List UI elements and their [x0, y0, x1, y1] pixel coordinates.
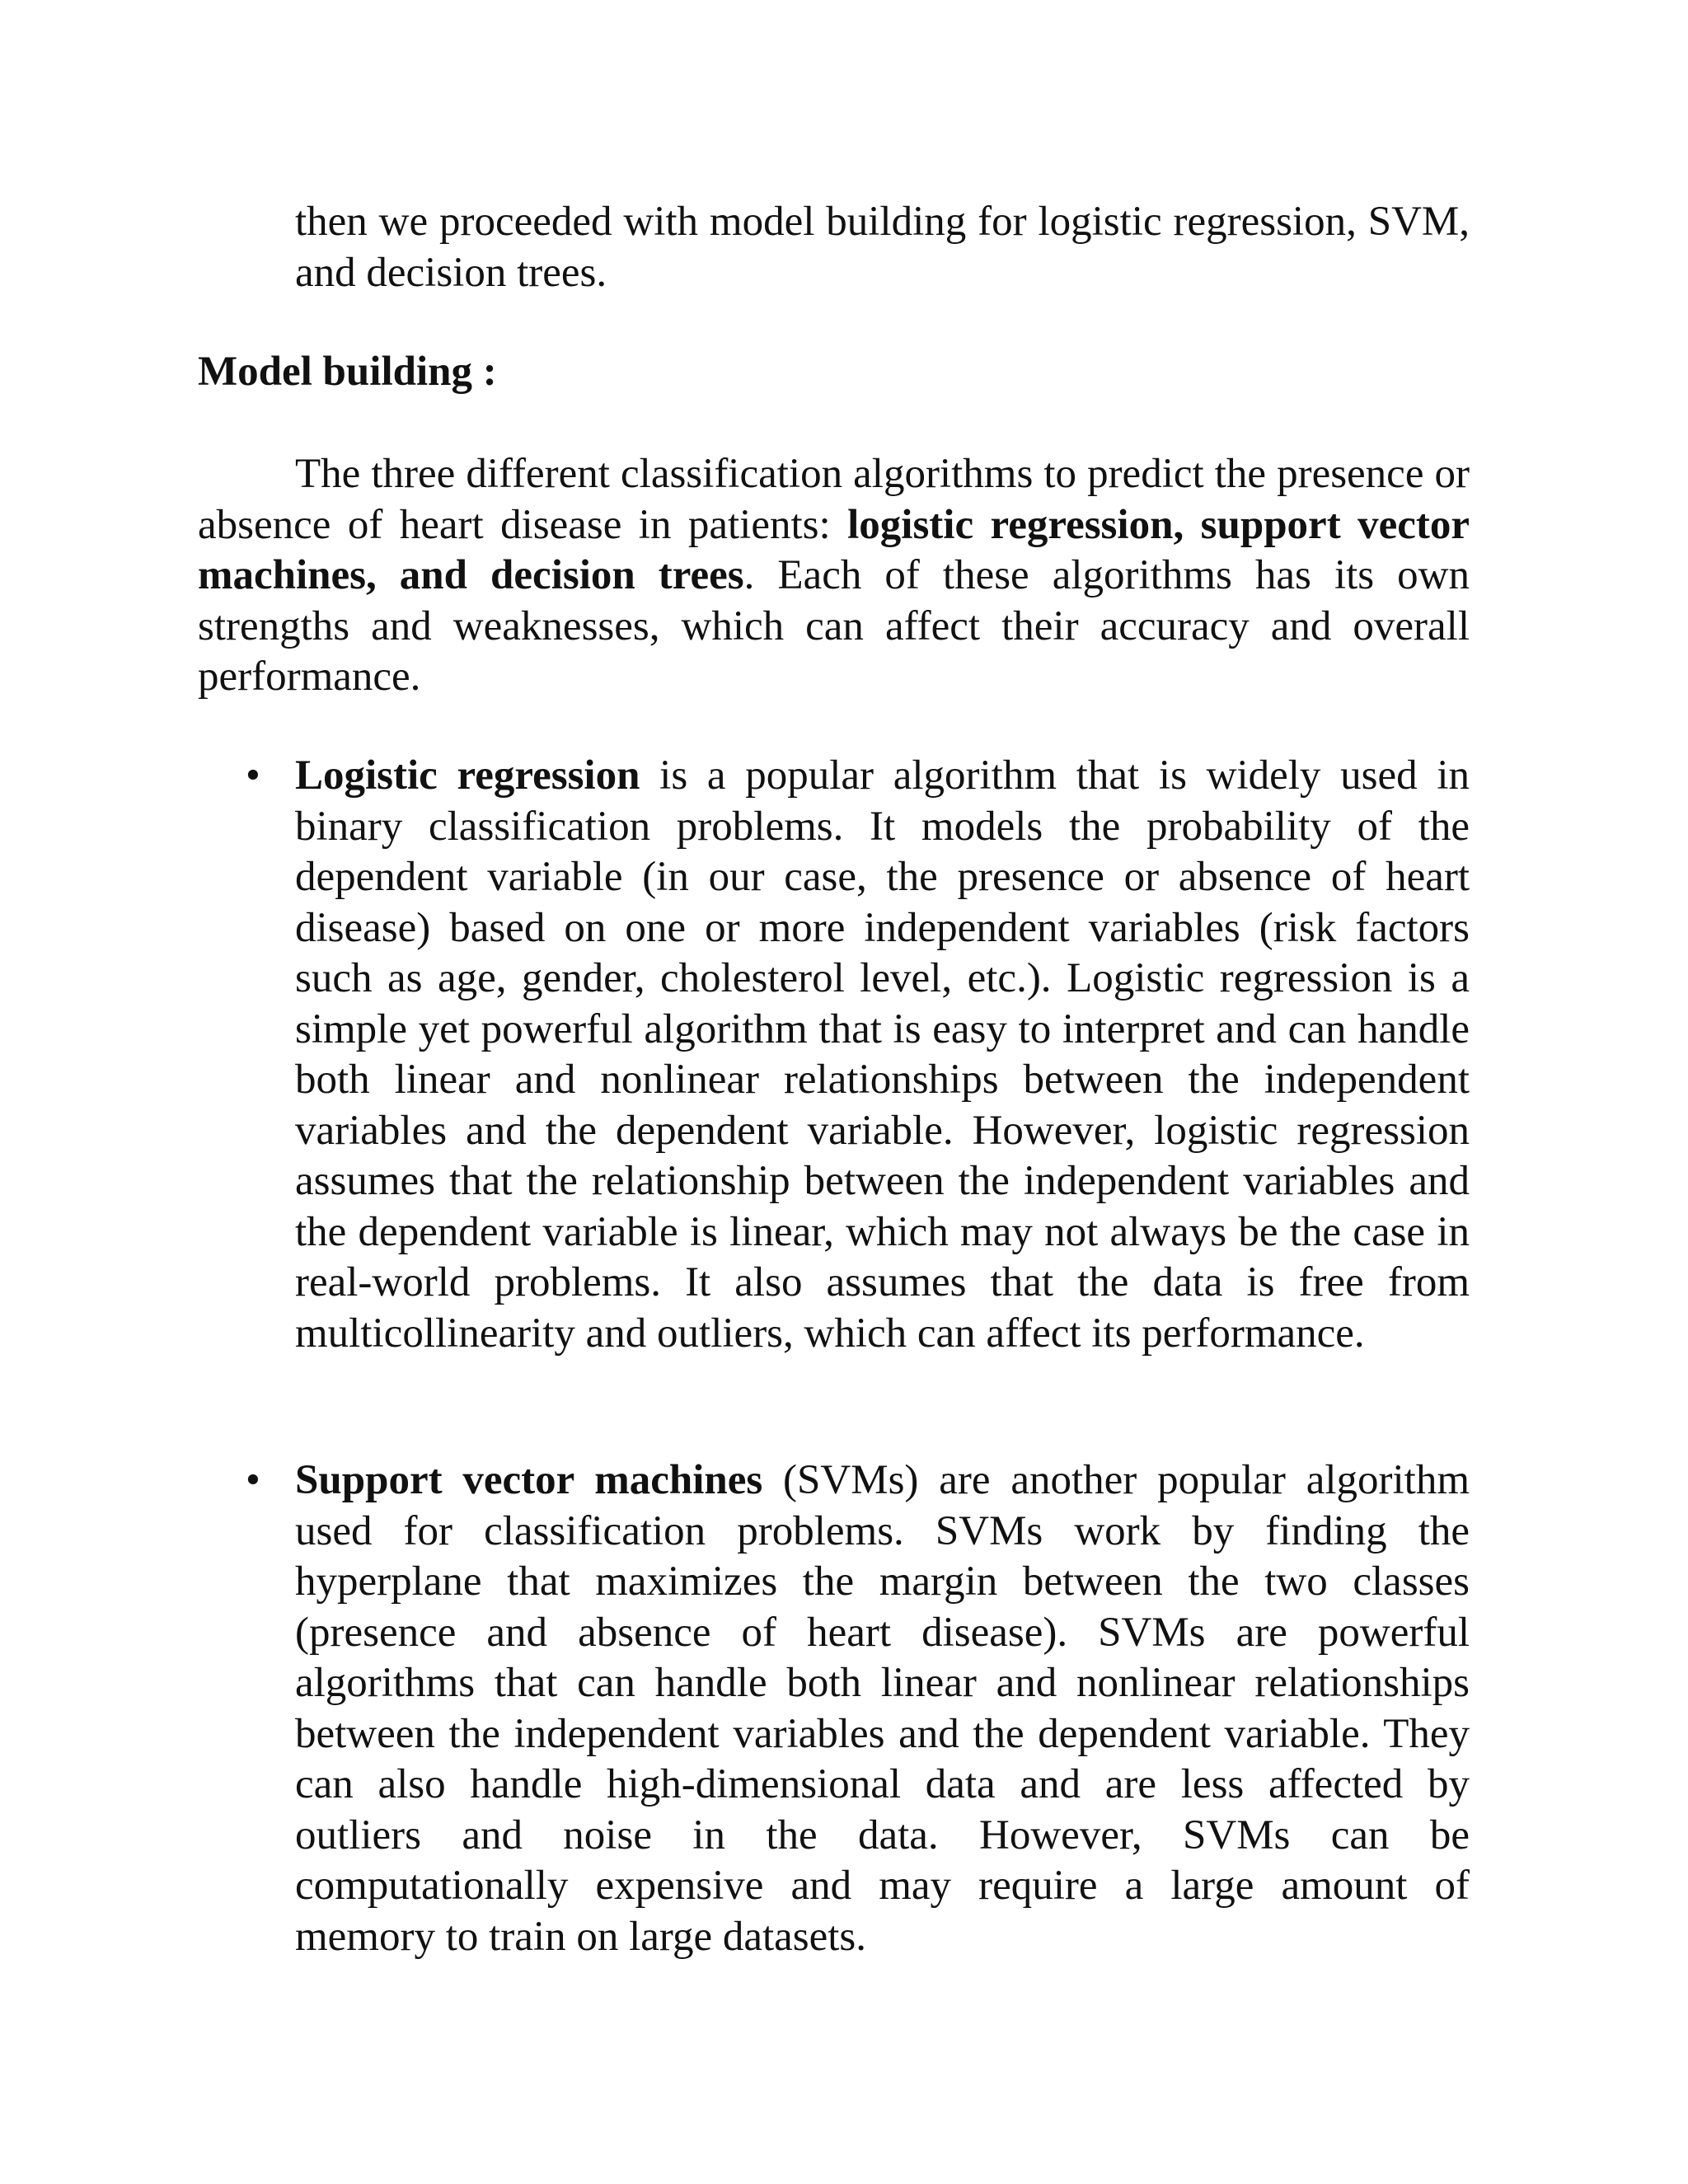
paragraph-bold-text: logistic regression, support vector machines, and decision trees — [198, 501, 1470, 598]
body-paragraph — [198, 449, 1470, 703]
section-heading: Model building : — [198, 349, 497, 395]
bullet-term: Logistic regression — [295, 752, 640, 799]
bullet-text: is a popular algorithm that is widely used in binary classification problems. It models the probability of the dependent variable (in our case, the presence or absence of heart disease) based on one or more independent variables (risk factors such as age, gender, cholesterol level, etc.). Logistic regression is a simple yet powerful algorithm that is easy to interpret and can handle both linear and nonlinear relationships between the independent variables and the dependent variable. However, logistic regression assumes that the relationship between the independent variables and the dependent variable is linear, which may not always be the case in real-world problems. It also assumes that the data is free from multicollinearity and outliers, which can affect its performance. — [295, 752, 1470, 1357]
bullet-icon: • — [246, 1457, 260, 1503]
paragraph-text-after: . Each of these algorithms has its own strengths and weaknesses, which can affect their accuracy and overall performance. — [198, 552, 1470, 700]
bullet-icon: • — [246, 752, 260, 799]
intro-paragraph: then we proceeded with model building for logistic regression, SVM, and decision trees. — [295, 199, 1470, 296]
bullet-item-support-vector-machines — [246, 1455, 1470, 1962]
bullet-item-logistic-regression — [246, 751, 1470, 1359]
bullet-text: (SVMs) are another popular algorithm used for classification problems. SVMs work by finding the hyperplane that maximizes the margin between the two classes (presence and absence of heart disease). SVMs are powerful algorithms that can handle both linear and nonlinear relationships between the independent variables and the dependent variable. They can also handle high-dimensional data and are less affected by outliers and noise in the data. However, SVMs can be computationally expensive and may require a large amount of memory to train on large datasets. — [295, 1457, 1470, 1960]
paragraph-text-before: The three different classification algorithms to predict the presence or absence of heart disease in patients: — [198, 451, 1470, 548]
bullet-term: Support vector machines — [295, 1457, 763, 1503]
